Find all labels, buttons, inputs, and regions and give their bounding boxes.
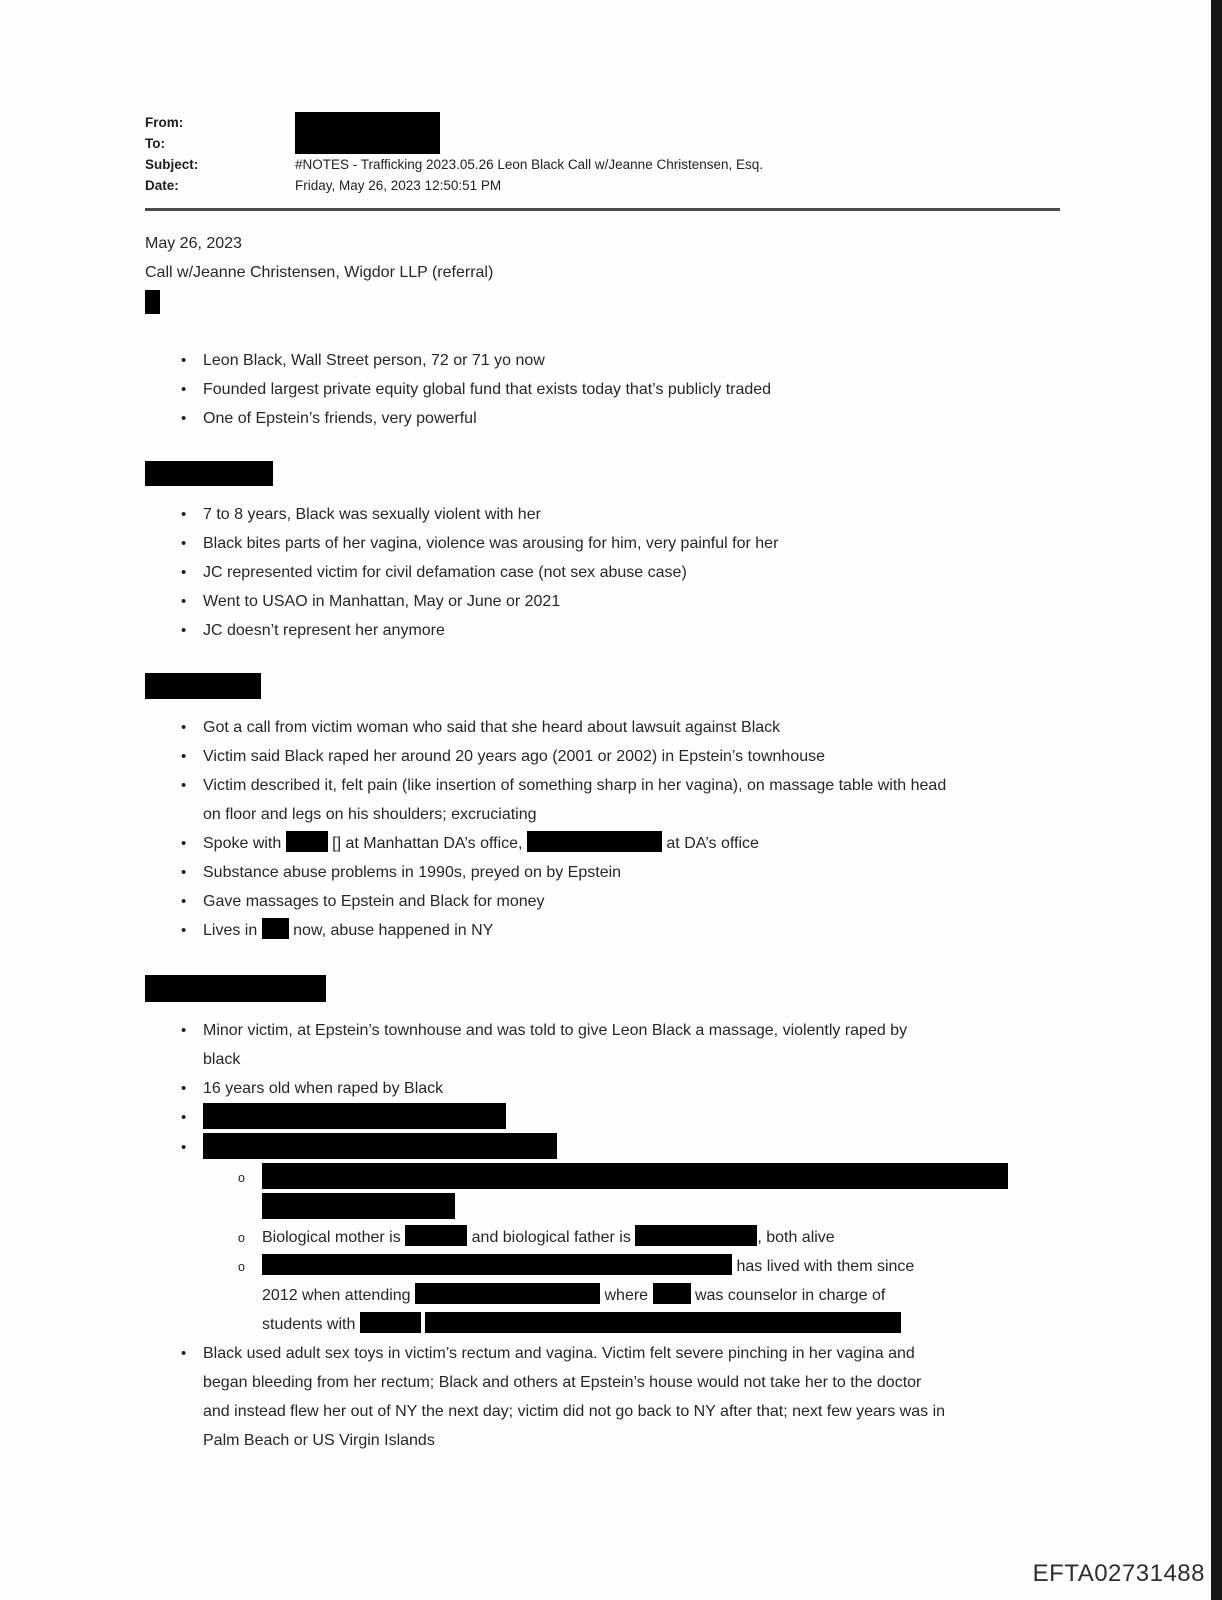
redaction-inline: [286, 831, 328, 852]
bullet-item-redacted: [145, 1103, 948, 1133]
bullet-item: [145, 616, 948, 645]
bullet-text: Black bites parts of her vagina, violence was arousing for him, very painful for her: [203, 535, 779, 552]
header-divider: [145, 208, 1060, 211]
leon-black-bullet-list: [145, 346, 948, 433]
bullet-text: 16 years old when raped by Black: [203, 1080, 444, 1097]
bullet-text: Lives in: [203, 922, 258, 939]
bullet-item: [145, 529, 948, 558]
to-label: To:: [145, 136, 165, 151]
bullet-text: has lived with them since 2012 when attending: [262, 1258, 915, 1304]
bates-number: EFTA02731488: [1032, 1560, 1205, 1587]
bullet-text: Spoke with: [203, 835, 282, 852]
bullet-item-with-redactions: [145, 916, 948, 945]
date-label: Date:: [145, 178, 179, 193]
redaction-inline: [405, 1225, 467, 1246]
bullet-item-redacted: [145, 1133, 948, 1163]
bullet-text: JC represented victim for civil defamation case (not sex abuse case): [203, 564, 687, 581]
redaction-full-line: [262, 1193, 455, 1219]
bullet-text: Gave massages to Epstein and Black for money: [203, 893, 545, 910]
section-victim-a: [145, 461, 948, 645]
redaction-section-heading: [145, 461, 273, 486]
redaction-section-heading: [145, 975, 326, 1002]
bullet-item: [145, 404, 948, 433]
subject-label: Subject:: [145, 157, 199, 172]
bullet-text: and biological father is: [471, 1229, 631, 1246]
bullet-text: 7 to 8 years, Black was sexually violent with her: [203, 506, 541, 523]
notes-body: [145, 229, 948, 1455]
redaction-inline: [635, 1225, 757, 1246]
bullet-item: [145, 713, 948, 742]
header-row-date: [145, 175, 1060, 196]
bullet-text: Black used adult sex toys in victim’s rectum and vagina. Victim felt severe pinching in her vagina and began bleeding from her rectum; Black and others at Epstein’s house would not take her to the doctor and instead flew her out of NY the next day; victim did not go back to NY after that; next few years was in Palm Beach or US Virgin Islands: [203, 1345, 946, 1449]
bullet-text: Founded largest private equity global fund that exists today that’s publicly traded: [203, 381, 772, 398]
redaction-inline: [262, 918, 289, 939]
bullet-text: [] at Manhattan DA’s office,: [332, 835, 523, 852]
redaction-inline: [360, 1312, 421, 1333]
bullet-text: JC doesn’t represent her anymore: [203, 622, 445, 639]
redaction-inline: [425, 1312, 901, 1333]
bullet-text: Minor victim, at Epstein’s townhouse and was told to give Leon Black a massage, violently raped by black: [203, 1022, 908, 1068]
bullet-text: at DA’s office: [666, 835, 759, 852]
victim-b-bullet-list: [145, 713, 948, 945]
redaction-inline: [415, 1283, 600, 1304]
section-victim-b: [145, 673, 948, 945]
redaction-inline: [653, 1283, 691, 1304]
bullet-text: now, abuse happened in NY: [293, 922, 494, 939]
bullet-item: [145, 887, 948, 916]
note-title-line: Call w/Jeanne Christensen, Wigdor LLP (referral): [145, 264, 494, 281]
redaction-full-line: [262, 1163, 1008, 1189]
bullet-item: [145, 558, 948, 587]
sub-bullet-item-redacted: [145, 1163, 948, 1223]
bullet-text: Biological mother is: [262, 1229, 401, 1246]
bullet-item: [145, 1339, 948, 1455]
redaction-section-heading: [145, 673, 261, 699]
redaction-full-line: [203, 1133, 557, 1159]
bullet-item: [145, 742, 948, 771]
bullet-item: [145, 1074, 948, 1103]
bullet-text: One of Epstein’s friends, very powerful: [203, 410, 477, 427]
redaction-inline: [262, 1254, 732, 1275]
bullet-item: [145, 1016, 948, 1074]
header-row-from: [145, 112, 1060, 133]
bullet-item: [145, 587, 948, 616]
bullet-item-with-redactions: [145, 829, 948, 858]
email-header: [145, 112, 1060, 196]
section-victim-c: [145, 975, 948, 1455]
subject-value: #NOTES - Trafficking 2023.05.26 Leon Black Call w/Jeanne Christensen, Esq.: [295, 157, 763, 172]
bullet-text: Got a call from victim woman who said that she heard about lawsuit against Black: [203, 719, 781, 736]
bullet-item: [145, 858, 948, 887]
bullet-item: [145, 346, 948, 375]
date-value: Friday, May 26, 2023 12:50:51 PM: [295, 178, 502, 193]
bullet-text: Victim said Black raped her around 20 years ago (2001 or 2002) in Epstein’s townhouse: [203, 748, 826, 765]
from-label: From:: [145, 115, 184, 130]
bullet-text: Leon Black, Wall Street person, 72 or 71 yo now: [203, 352, 545, 369]
header-row-subject: [145, 154, 1060, 175]
note-date-line: May 26, 2023: [145, 235, 242, 252]
bullet-item: [145, 771, 948, 829]
victim-a-bullet-list: [145, 500, 948, 645]
bullet-text: , both alive: [757, 1229, 835, 1246]
bullet-text: was counselor in charge of students with: [262, 1287, 886, 1333]
header-row-to: [145, 133, 1060, 154]
bullet-text: where: [604, 1287, 649, 1304]
sub-bullet-item-with-redactions: [145, 1252, 948, 1339]
bullet-text: Went to USAO in Manhattan, May or June or 2021: [203, 593, 561, 610]
bullet-text: Victim described it, felt pain (like insertion of something sharp in her vagina), on massage table with head on floor and legs on his shoulders; excruciating: [203, 777, 947, 823]
sub-bullet-item-with-redactions: [145, 1223, 948, 1252]
redaction-inline: [527, 831, 662, 852]
redaction-full-line: [203, 1103, 506, 1129]
bullet-text: Substance abuse problems in 1990s, preyed on by Epstein: [203, 864, 622, 881]
bullet-item: [145, 500, 948, 529]
bullet-item: [145, 375, 948, 404]
victim-c-bullet-list: [145, 1016, 948, 1455]
scan-edge-artifact: [1211, 0, 1222, 1600]
redaction-recipients: [295, 112, 440, 154]
redaction-small-block: [145, 290, 160, 314]
